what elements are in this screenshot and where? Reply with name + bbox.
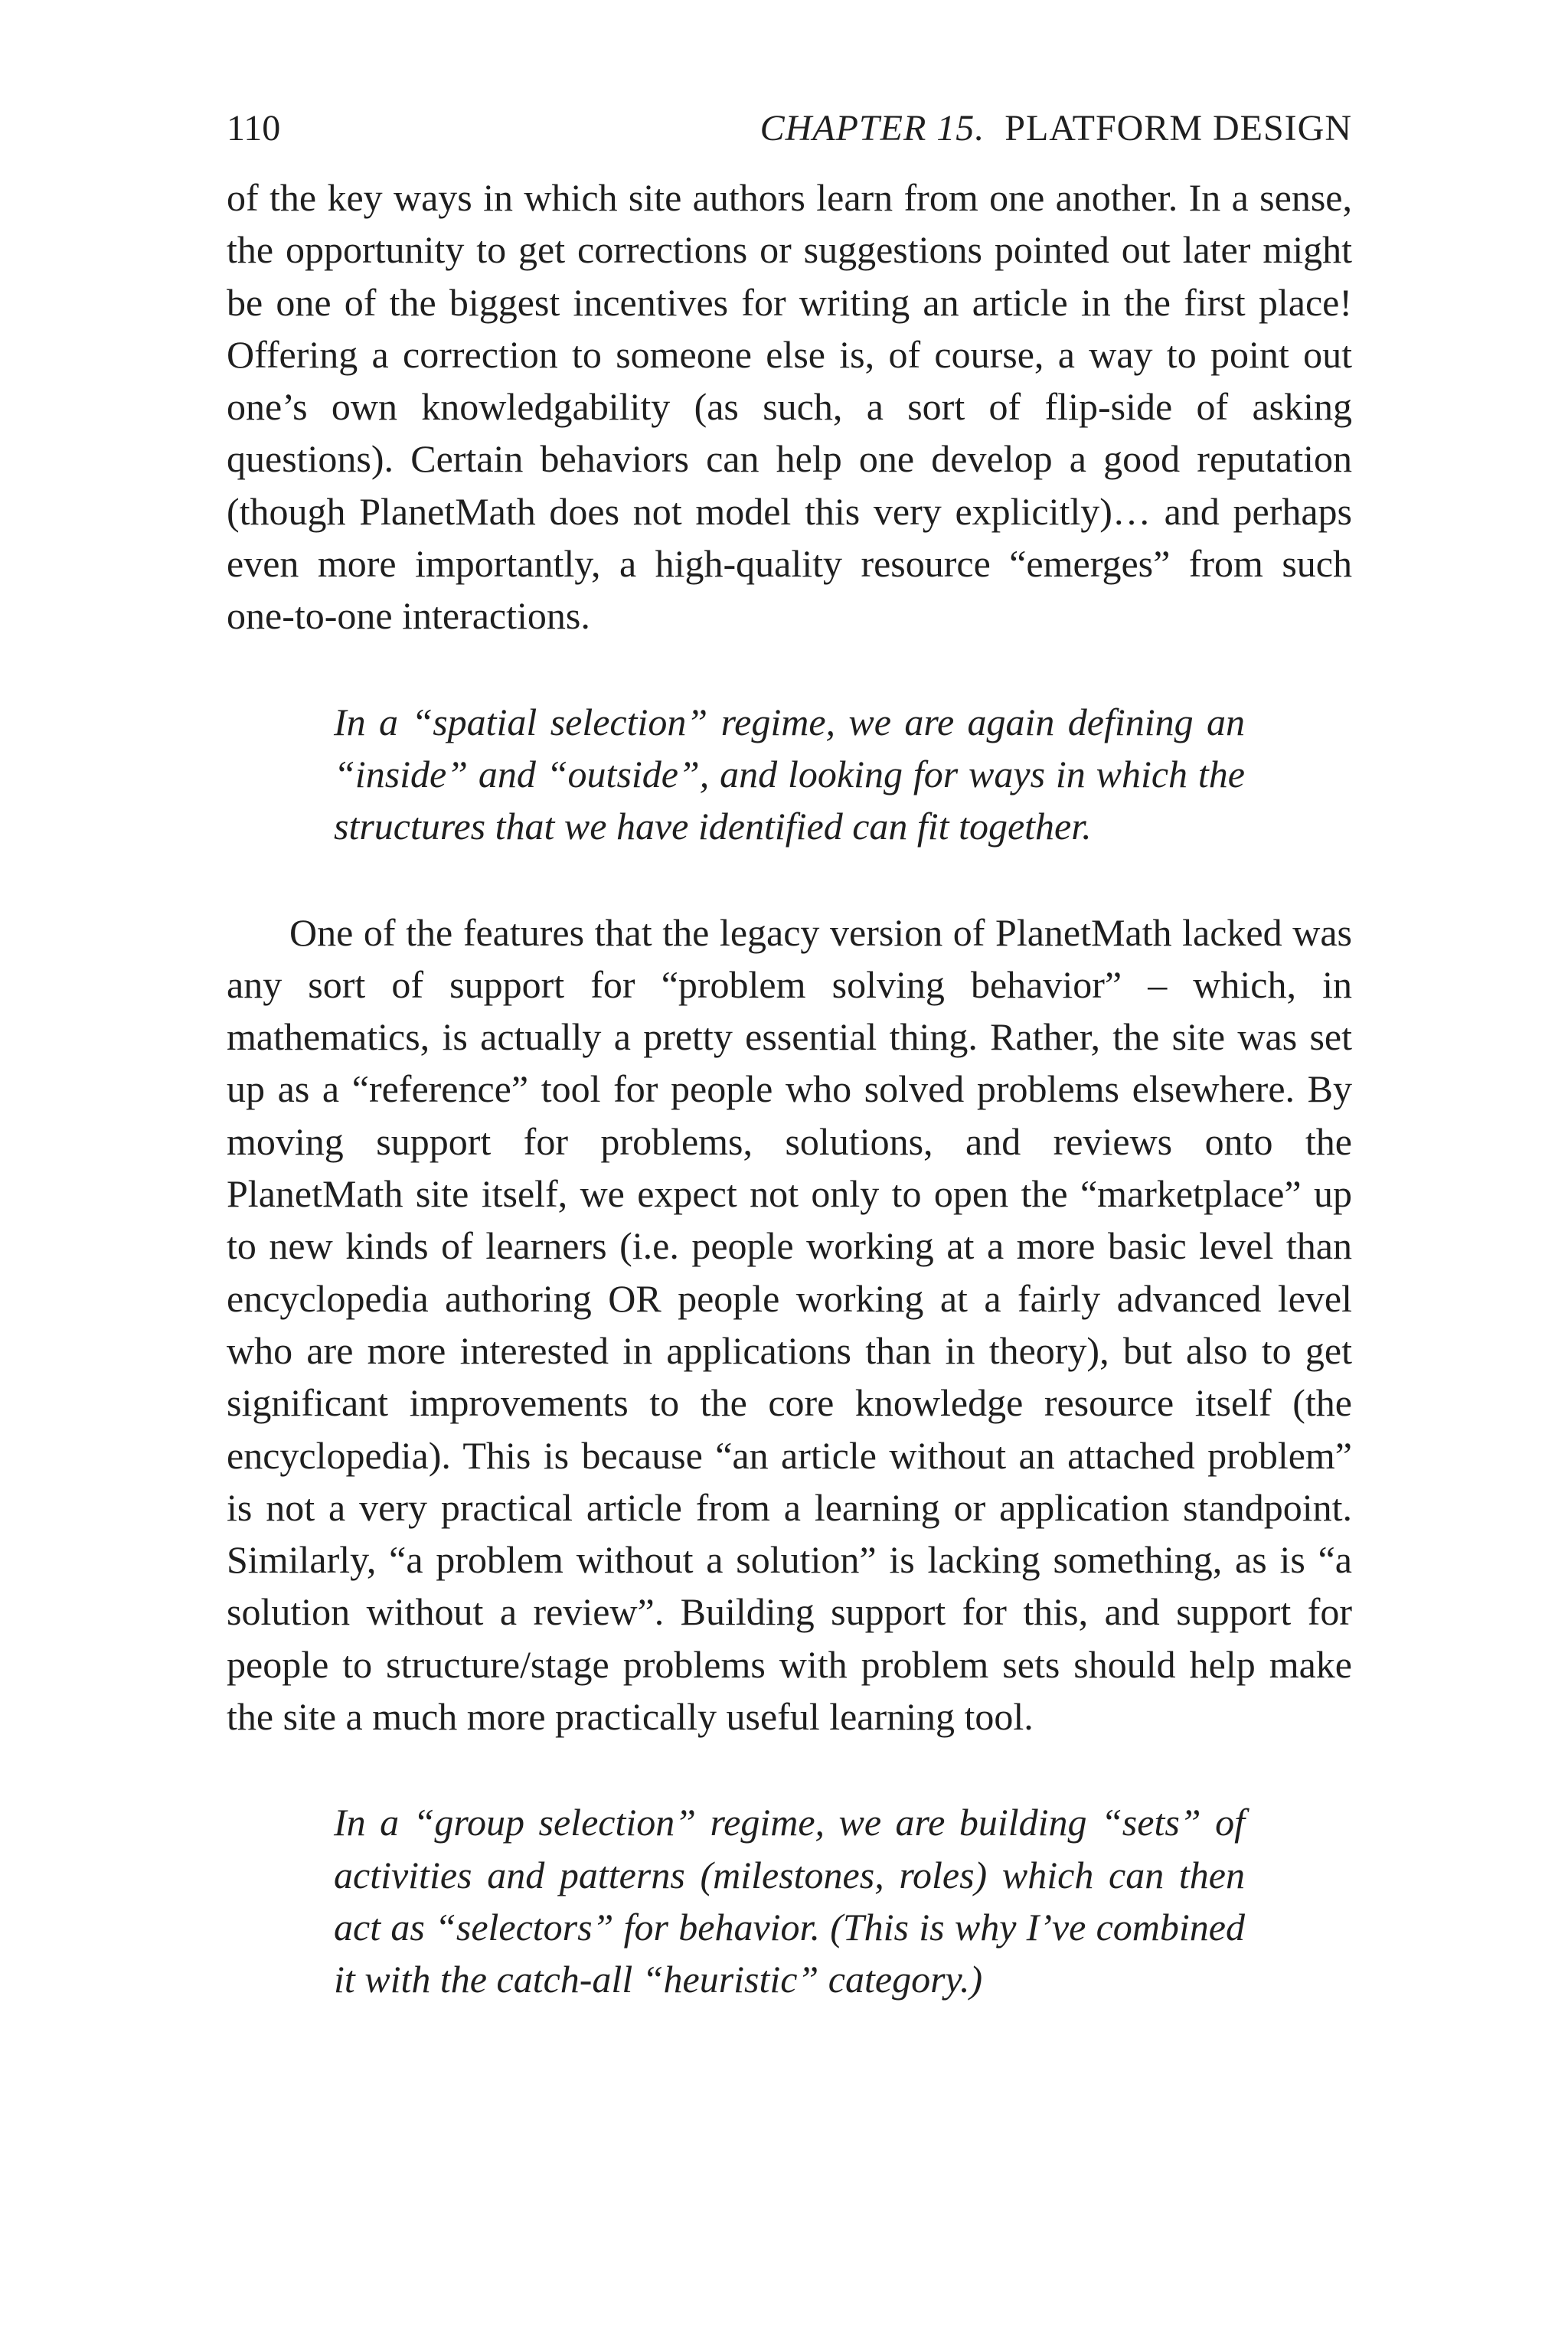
- pullquote-spatial-selection: In a “spatial selection” regime, we are again defining an “inside” and “outside”, and looking for ways in which the structures that we have identified can fit together.: [334, 700, 1245, 848]
- paragraph-continued: of the key ways in which site authors learn from one another. In a sense, the opportunity to get corrections or suggestions pointed out later might be one of the biggest incentives for writing an article in the first place! Offering a correction to someone else is, of course, a way to point out one’s own knowledgability (as such, a sort of flip-side of asking questions). Certain behaviors can help one develop a good reputation (though PlanetMath does not model this very explicitly)… and perhaps even more importantly, a high-quality resource “emerges” from such one-to-one interactions.: [227, 176, 1352, 638]
- chapter-label: CHAPTER 15.: [760, 108, 985, 149]
- book-page: [227, 98, 1352, 2060]
- chapter-heading: [760, 98, 1352, 159]
- paragraph-problem-solving: One of the features that the legacy version of PlanetMath lacked was any sort of support for “problem solving behavior” – which, in mathematics, is actually a pretty essential thing. Rather, the site was set up as a “reference” tool for people who solved problems elsewhere. By moving support for problems, solutions, and reviews onto the PlanetMath site itself, we expect not only to open the “marketplace” up to new kinds of learners (i.e. people working at a more basic level than encyclopedia authoring OR people working at a fairly advanced level who are more interested in applications than in theory), but also to get significant improvements to the core knowledge resource itself (the encyclopedia). This is because “an article without an attached problem” is not a very practical article from a learning or application standpoint. Similarly, “a problem without a solution” is lacking something, as is “a solution without a review”. Building support for this, and support for people to structure/stage problems with problem sets should help make the site a much more practically useful learning tool.: [227, 910, 1352, 1739]
- pullquote-group-selection: In a “group selection” regime, we are building “sets” of activities and patterns (milestones, roles) which can then act as “selectors” for behavior. (This is why I’ve combined it with the catch-all “heuristic” category.): [334, 1801, 1245, 2001]
- running-header: [227, 98, 1352, 159]
- page-number: 110: [227, 108, 281, 149]
- chapter-title: PLATFORM DESIGN: [1004, 108, 1352, 149]
